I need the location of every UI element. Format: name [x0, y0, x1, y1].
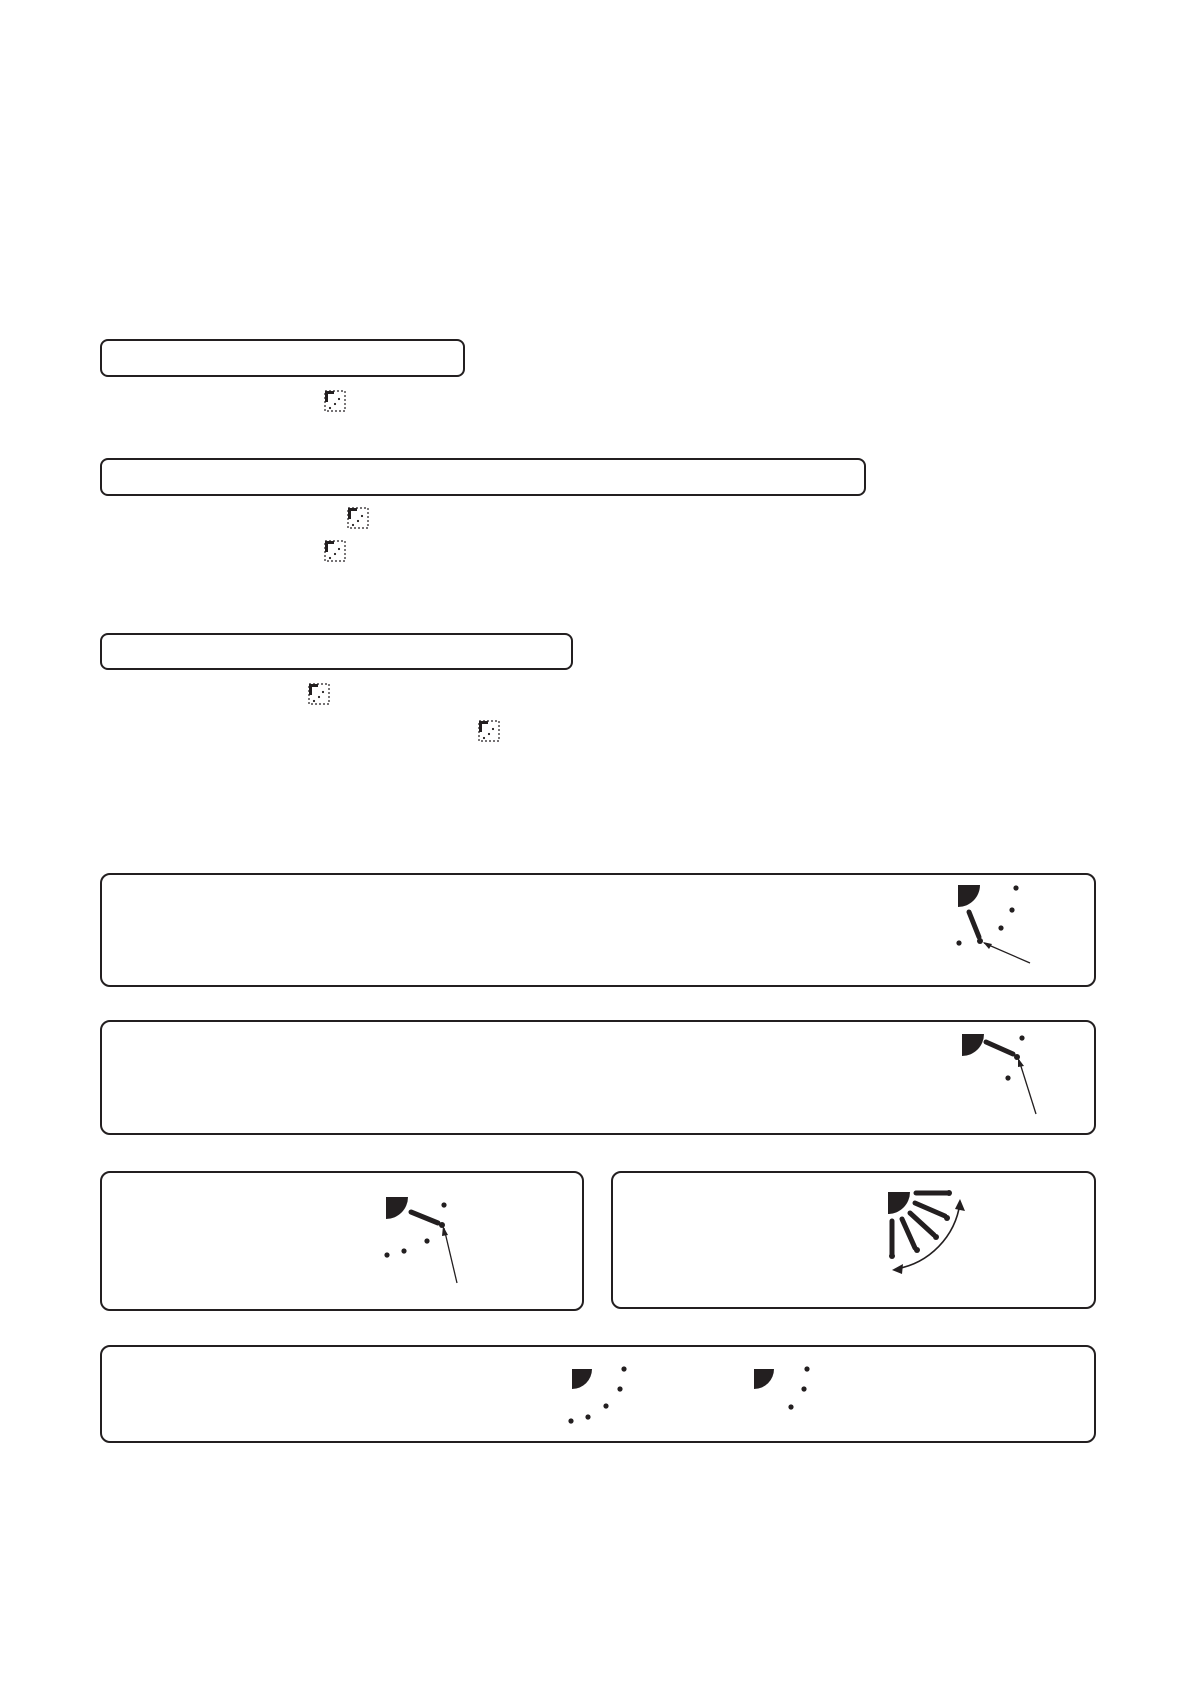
- louver-swing-icon: [883, 1187, 993, 1297]
- louver-position-icon: [958, 1022, 1068, 1132]
- louver-position-icon: [568, 1365, 648, 1445]
- reference-mark-icon: [478, 720, 500, 742]
- reference-mark-icon: [347, 507, 369, 529]
- panel-5: [100, 1345, 1096, 1443]
- section-1-heading-box: [100, 339, 465, 377]
- panel-4: [611, 1171, 1096, 1309]
- reference-mark-icon: [324, 540, 346, 562]
- section-3-heading-box: [100, 633, 573, 670]
- panel-1: [100, 873, 1096, 987]
- louver-position-icon: [382, 1193, 492, 1303]
- reference-mark-icon: [324, 390, 346, 412]
- louver-position-icon: [922, 875, 1042, 985]
- panel-3: [100, 1171, 584, 1311]
- reference-mark-icon: [308, 683, 330, 705]
- section-2-heading-box: [100, 458, 866, 496]
- louver-position-icon: [750, 1365, 830, 1445]
- panel-2: [100, 1020, 1096, 1135]
